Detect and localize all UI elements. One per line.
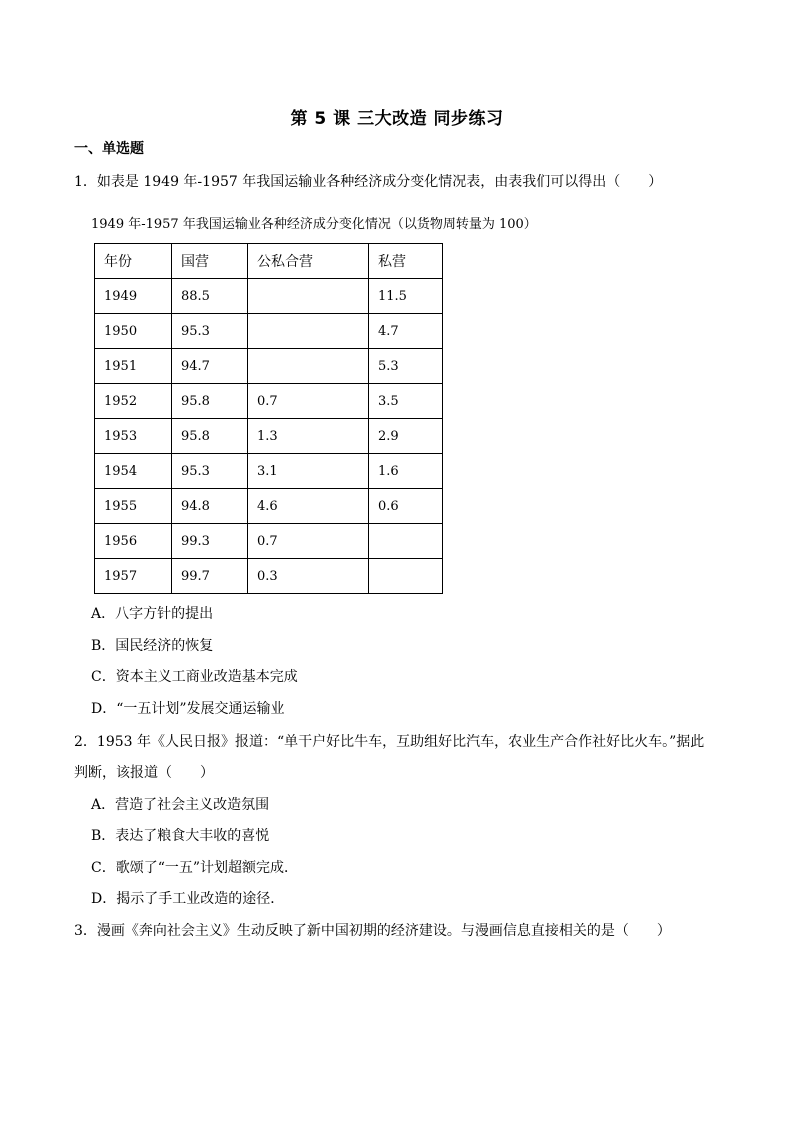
table-cell: 1.6 [369,454,443,489]
q1-option-a: A．八字方针的提出 [91,606,214,622]
table-row [95,349,443,384]
table-cell: 1953 [95,419,172,454]
table-cell: 0.7 [248,384,369,419]
table-cell [369,524,443,559]
q1-option-b: B．国民经济的恢复 [91,638,214,654]
table-cell: 1952 [95,384,172,419]
document-title: 第 5 课 三大改造 同步练习 [290,109,504,129]
table-header-row [95,244,443,279]
table-cell: 94.8 [172,489,248,524]
question-2-stem-line2: 判断，该报道（ ） [74,765,214,781]
table-cell [369,559,443,594]
table-cell: 0.7 [248,524,369,559]
question-3-stem: 3．漫画《奔向社会主义》生动反映了新中国初期的经济建设。与漫画信息直接相关的是（ ） [74,923,671,939]
table-cell: 88.5 [172,279,248,314]
q2-option-c: C．歌颂了“一五”计划超额完成． [91,860,299,876]
table-cell: 99.3 [172,524,248,559]
table-cell: 99.7 [172,559,248,594]
table-cell: 95.3 [172,314,248,349]
table-cell: 4.7 [369,314,443,349]
header-cell-private: 私营 [369,244,443,279]
table-cell: 0.6 [369,489,443,524]
table-cell: 1957 [95,559,172,594]
table-cell: 2.9 [369,419,443,454]
q1-option-d: D．“一五计划”发展交通运输业 [91,701,285,717]
table-cell: 3.1 [248,454,369,489]
table-cell: 3.5 [369,384,443,419]
table-cell: 1950 [95,314,172,349]
q2-option-d: D．揭示了手工业改造的途径． [91,891,285,907]
table-cell: 11.5 [369,279,443,314]
table-cell: 95.8 [172,419,248,454]
table-caption: 1949 年-1957 年我国运输业各种经济成分变化情况（以货物周转量为 100） [91,217,537,232]
question-2-stem-line1: 2．1953 年《人民日报》报道：“单干户好比牛车，互助组好比汽车，农业生产合作社好比火车。”据此 [74,734,705,750]
table-cell: 1.3 [248,419,369,454]
table-cell: 94.7 [172,349,248,384]
q2-option-a: A．营造了社会主义改造氛围 [91,797,270,813]
table-row [95,454,443,489]
table-cell [248,349,369,384]
table-cell: 4.6 [248,489,369,524]
table-cell: 1955 [95,489,172,524]
table-cell [248,279,369,314]
table-row [95,559,443,594]
table-row [95,314,443,349]
table-cell: 5.3 [369,349,443,384]
table-row [95,419,443,454]
table-cell: 1949 [95,279,172,314]
table-cell: 1956 [95,524,172,559]
header-cell-year: 年份 [95,244,172,279]
table-cell: 0.3 [248,559,369,594]
table-row [95,279,443,314]
header-cell-joint: 公私合营 [248,244,369,279]
q1-option-c: C．资本主义工商业改造基本完成 [91,669,298,685]
header-cell-state: 国营 [172,244,248,279]
table-row [95,524,443,559]
table-row [95,489,443,524]
table-row [95,384,443,419]
table-cell: 1951 [95,349,172,384]
section-heading: 一、单选题 [74,141,144,157]
q2-option-b: B．表达了粮食大丰收的喜悦 [91,828,270,844]
table-cell: 1954 [95,454,172,489]
table-cell [248,314,369,349]
transport-economy-table [94,243,443,594]
table-cell: 95.3 [172,454,248,489]
question-1-stem: 1．如表是 1949 年-1957 年我国运输业各种经济成分变化情况表，由表我们可以得出（ ） [74,174,663,190]
table-cell: 95.8 [172,384,248,419]
